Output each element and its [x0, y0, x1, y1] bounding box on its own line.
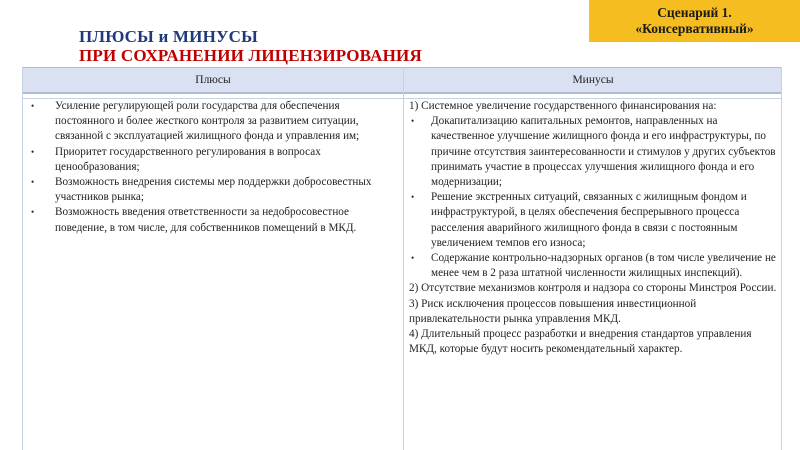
bullet-icon: • — [411, 116, 415, 127]
pros-list-item: • Возможность внедрения системы мер поддержки добросовестных участников рынка; — [31, 176, 372, 204]
cons-list-item: • Решение экстренных ситуаций, связанных с жилищным фондом и инфраструктурой, в целях обеспечения беспрерывного процесса расселения аварийного жилищного фонда в связи с постоянным увеличением темпов его износа; — [411, 191, 747, 249]
scenario-badge-line1: Сценарий 1. — [657, 5, 732, 20]
bullet-icon: • — [31, 146, 35, 157]
bullet-icon: • — [411, 192, 415, 203]
pros-list-item: • Усиление регулирующей роли государства для обеспечения постоянного и более жесткого контроля за развитием ситуации, связанной с эксплуатацией жилищного фонда и управления им; — [31, 100, 360, 143]
table-header-row — [23, 67, 781, 94]
cons-list-item: • Содержание контрольно-надзорных органов (в том числе увеличение не менее чем в 2 раза штатной численности жилищных инспекций). — [411, 252, 776, 280]
bullet-icon: • — [31, 101, 35, 111]
cons-point-2: 2) Отсутствие механизмов контроля и надзора со стороны Минстроя России. — [409, 282, 777, 295]
cons-cell — [409, 99, 781, 357]
pros-column-header: Плюсы — [195, 74, 231, 86]
cons-column-header: Минусы — [572, 74, 614, 86]
page-subtitle: ПРИ СОХРАНЕНИИ ЛИЦЕНЗИРОВАНИЯ — [79, 46, 422, 65]
cons-point-1-intro: 1) Системное увеличение государственного финансирования на: — [409, 100, 717, 112]
pros-cell — [29, 99, 397, 236]
cons-list-item: • Докапитализацию капитальных ремонтов, направленных на качественное улучшение жилищного фонда и его инфраструктуры, по причине отсутствия заинтересованности и стимулов у других субъектов принимать участие в процессах улучшения жилищного фонда и его модернизации; — [411, 115, 776, 189]
scenario-badge-line2: «Консервативный» — [635, 21, 754, 36]
page-title: ПЛЮСЫ и МИНУСЫ — [79, 27, 259, 46]
column-divider — [403, 67, 404, 450]
pros-cons-table — [22, 67, 782, 450]
pros-list-item: • Возможность введения ответственности за недобросовестное поведение, в том числе, для собственников помещений в МКД. — [31, 206, 357, 234]
bullet-icon: • — [31, 207, 35, 218]
pros-list-item: • Приоритет государственного регулирования в вопросах ценообразования; — [31, 145, 321, 173]
cons-point-3: 3) Риск исключения процессов повышения инвестиционной привлекательности рынка управления МКД. — [409, 297, 697, 325]
bullet-icon: • — [411, 253, 415, 264]
bullet-icon: • — [31, 177, 35, 188]
scenario-badge — [589, 0, 800, 42]
cons-point-4: 4) Длительный процесс разработки и внедрения стандартов управления МКД, которые будут носить рекомендательный характер. — [409, 328, 752, 356]
